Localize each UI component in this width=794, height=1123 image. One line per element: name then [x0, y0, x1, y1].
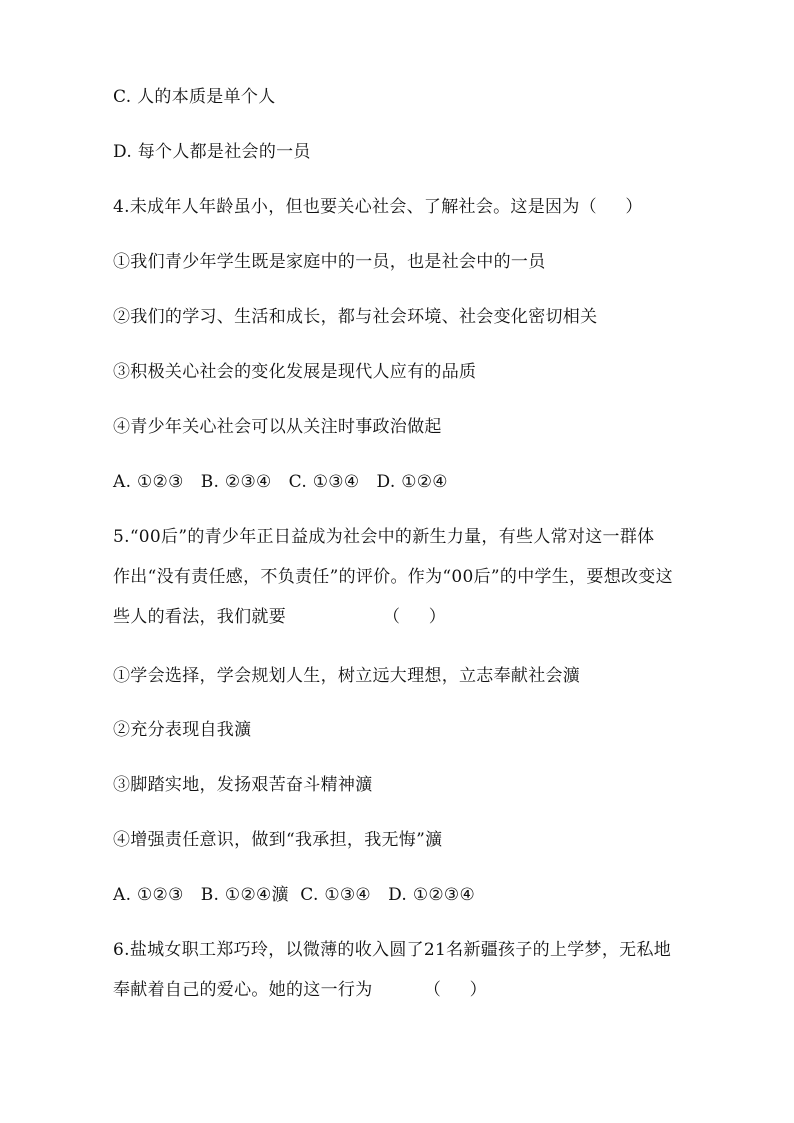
q4-statement-2: ②我们的学习、生活和成长，都与社会环境、社会变化密切相关	[113, 307, 598, 327]
question-6-stem-line-2: 奉献着自己的爱心。她的这一行为 （ ）	[113, 980, 487, 1000]
q5-statement-1: ①学会选择，学会规划人生，树立远大理想，立志奉献社会瀇	[113, 666, 581, 686]
q5-statement-2: ②充分表现自我瀇	[113, 720, 252, 740]
question-4-stem: 4.未成年人年龄虽小，但也要关心社会、了解社会。这是因为（ ）	[113, 197, 643, 217]
question-6-stem-line-1: 6.盐城女职工郑巧玲，以微薄的收入圆了21名新疆孩子的上学梦，无私地	[113, 940, 672, 960]
option-d-q3: D. 每个人都是社会的一员	[113, 142, 311, 162]
q4-statement-4: ④青少年关心社会可以从关注时事政治做起	[113, 417, 442, 437]
question-5-stem-line-3: 些人的看法，我们就要 （ ）	[113, 607, 447, 627]
q4-answer-options: A. ①②③ B. ②③④ C. ①③④ D. ①②④	[113, 472, 448, 492]
q4-statement-1: ①我们青少年学生既是家庭中的一员，也是社会中的一员	[113, 252, 546, 272]
q5-statement-4: ④增强责任意识，做到“我承担，我无悔”瀇	[113, 830, 443, 850]
question-5-stem-line-1: 5.“00后”的青少年正日益成为社会中的新生力量，有些人常对这一群体	[113, 527, 655, 547]
option-c-q3: C. 人的本质是单个人	[113, 87, 276, 107]
question-5-stem-line-2: 作出“没有责任感，不负责任”的评价。作为“00后”的中学生，要想改变这	[113, 567, 673, 587]
q5-answer-options: A. ①②③ B. ①②④瀇 C. ①③④ D. ①②③④	[113, 885, 475, 905]
q4-statement-3: ③积极关心社会的变化发展是现代人应有的品质	[113, 362, 477, 382]
q5-statement-3: ③脚踏实地，发扬艰苦奋斗精神瀇	[113, 775, 373, 795]
